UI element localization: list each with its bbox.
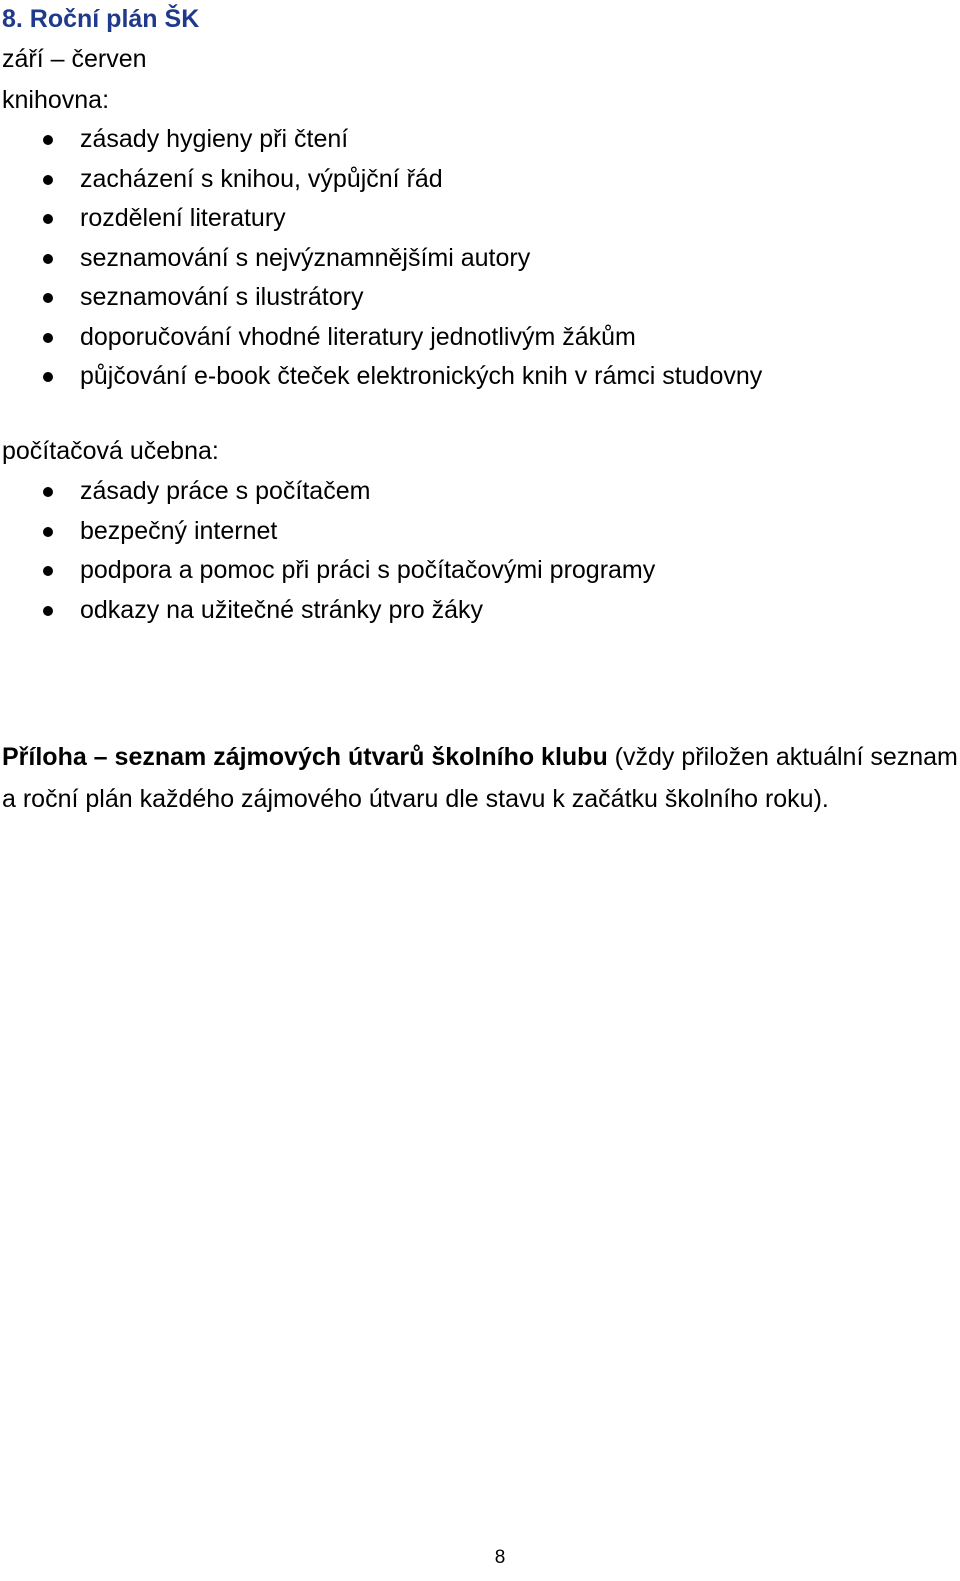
list-item-text: seznamování s ilustrátory — [80, 283, 364, 311]
bullet-icon — [43, 372, 53, 382]
bullet-icon — [43, 175, 53, 185]
list-item-text: podpora a pomoc při práci s počítačovými programy — [80, 556, 656, 584]
computer-room-label: počítačová učebna: — [2, 437, 219, 465]
page-number: 8 — [494, 1547, 506, 1568]
list-item-text: zásady hygieny při čtení — [80, 125, 349, 153]
bullet-icon — [43, 606, 53, 616]
bullet-icon — [43, 333, 53, 343]
bullet-icon — [43, 214, 53, 224]
bullet-icon — [43, 527, 53, 537]
section-heading: 8. Roční plán ŠK — [2, 5, 200, 33]
bullet-icon — [43, 487, 53, 497]
list-item-text: bezpečný internet — [80, 516, 278, 545]
list-item-text: rozdělení literatury — [80, 204, 286, 232]
bullet-icon — [43, 135, 53, 145]
list-item-text: odkazy na užitečné stránky pro žáky — [80, 595, 483, 624]
appendix-title: Příloha – seznam zájmových útvarů školního klubu — [2, 743, 608, 771]
bullet-icon — [43, 293, 53, 303]
appendix-description: (vždy přiložen aktuální seznam a roční plán každého zájmového útvaru dle stavu k začátku školního roku). — [2, 743, 958, 813]
list-item-text: seznamování s nejvýznamnějšími autory — [80, 243, 531, 272]
list-item-text: doporučování vhodné literatury jednotlivým žákům — [80, 322, 636, 351]
bullet-icon — [43, 566, 53, 576]
bullet-icon — [43, 254, 53, 264]
period-line: září – červen — [2, 45, 147, 73]
list-item-text: zacházení s knihou, výpůjční řád — [80, 164, 443, 193]
list-item-text: půjčování e-book čteček elektronických knih v rámci studovny — [80, 362, 763, 390]
library-label: knihovna: — [2, 86, 110, 114]
list-item-text: zásady práce s počítačem — [80, 477, 371, 505]
appendix-paragraph — [2, 736, 958, 820]
